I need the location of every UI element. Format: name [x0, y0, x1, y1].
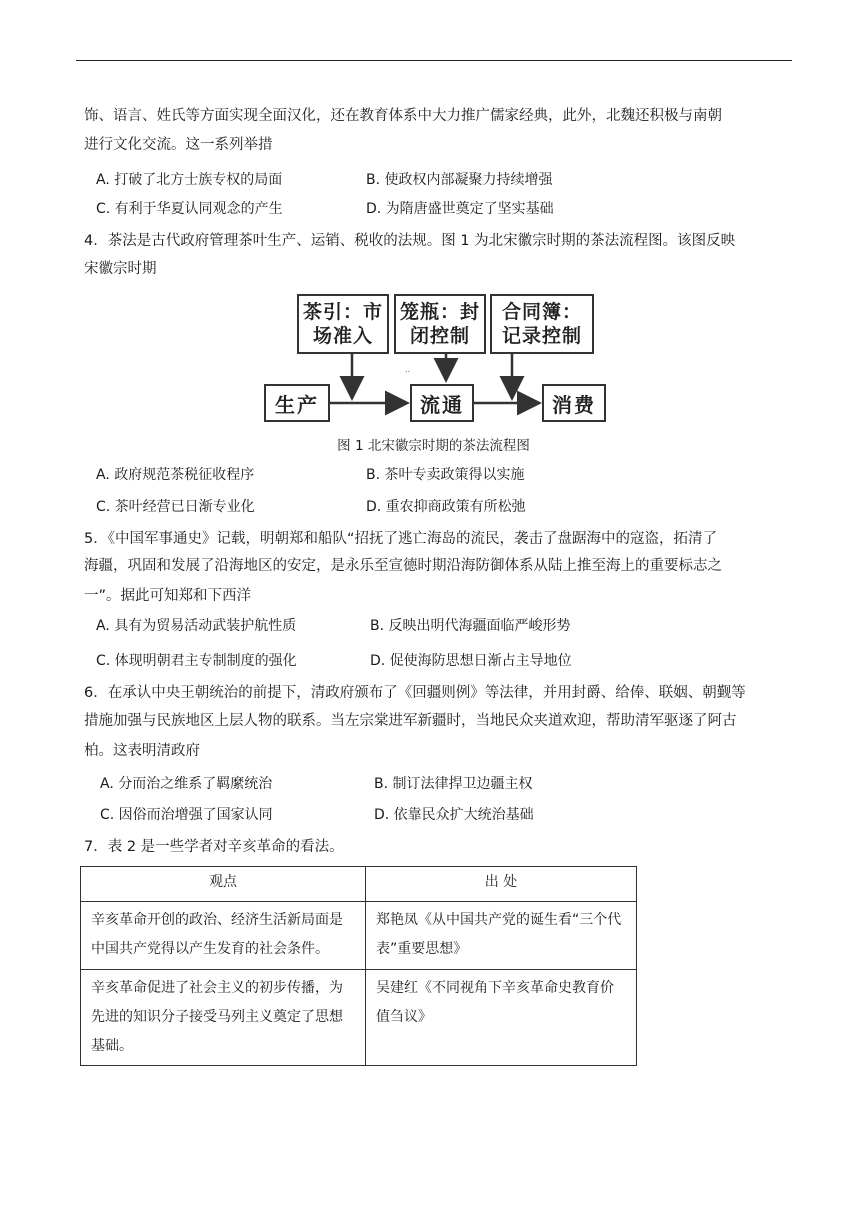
q3-option-c: C. 有利于华夏认同观念的产生	[96, 201, 283, 217]
tea-law-flowchart	[262, 292, 606, 420]
flow-box-contract-ledger-line2: 记录控制	[501, 325, 582, 347]
q6-option-a: A. 分而治之维系了羁縻统治	[100, 776, 273, 792]
flow-box-tea-permit	[297, 294, 389, 354]
flow-box-contract-ledger	[490, 294, 594, 354]
q4-stem-line1: 4．茶法是古代政府管理茶叶生产、运销、税收的法规。图 1 为北宋徽宗时期的茶法流程图。该图反映	[84, 233, 736, 249]
q4-option-c: C. 茶叶经营已日渐专业化	[96, 499, 255, 515]
q6-option-b: B. 制订法律捍卫边疆主权	[374, 776, 533, 792]
flow-box-contract-ledger-line1: 合同簿：	[501, 301, 582, 323]
flow-box-sealed-container-line1: 笼瓶：封	[399, 301, 480, 323]
q5-option-d: D. 促使海防思想日渐占主导地位	[370, 653, 572, 669]
q4-option-b: B. 茶叶专卖政策得以实施	[366, 467, 525, 483]
flow-box-tea-permit-line1: 茶引：市	[302, 301, 383, 323]
flow-box-tea-permit-line2: 场准入	[312, 325, 373, 347]
views-table	[80, 866, 637, 1066]
figure-caption: 图 1 北宋徽宗时期的茶法流程图	[337, 438, 530, 454]
q6-stem-line3: 柏。这表明清政府	[84, 743, 200, 759]
q3-text-line2: 进行文化交流。这一系列举措	[84, 137, 273, 153]
q5-option-a: A. 具有为贸易活动武装护航性质	[96, 618, 297, 634]
q3-option-a: A. 打破了北方士族专权的局面	[96, 172, 283, 188]
table-cell-view: 辛亥革命促进了社会主义的初步传播，为先进的知识分子接受马列主义奠定了思想基础。	[81, 970, 366, 1066]
table-row	[81, 902, 637, 970]
q6-stem-line2: 措施加强与民族地区上层人物的联系。当左宗棠进军新疆时，当地民众夹道欢迎，帮助清军驱逐了阿古	[84, 713, 737, 729]
table-cell-source: 郑艳凤《从中国共产党的诞生看“三个代表”重要思想》	[366, 902, 637, 970]
table-header-row	[81, 867, 637, 902]
q6-option-c: C. 因俗而治增强了国家认同	[100, 807, 273, 823]
q5-option-c: C. 体现明朝君主专制制度的强化	[96, 653, 297, 669]
q4-option-d: D. 重农抑商政策有所松弛	[366, 499, 526, 515]
q3-text-line1: 饰、语言、姓氏等方面实现全面汉化，还在教育体系中大力推广儒家经典，此外，北魏还积极与南朝	[84, 108, 722, 124]
q3-option-b: B. 使政权内部凝聚力持续增强	[366, 172, 553, 188]
table-row	[81, 970, 637, 1066]
q5-option-b: B. 反映出明代海疆面临严峻形势	[370, 618, 571, 634]
q5-stem-line1: 5．《中国军事通史》记载，明朝郑和船队“招抚了逃亡海岛的流民，袭击了盘踞海中的寇盗，拓清了	[84, 531, 717, 547]
flow-box-production: 生产	[264, 384, 330, 422]
flow-box-sealed-container	[394, 294, 486, 354]
table-header-source: 出 处	[366, 867, 637, 902]
flow-box-consumption: 消费	[542, 384, 606, 422]
q7-stem-line1: 7．表 2 是一些学者对辛亥革命的看法。	[84, 839, 344, 855]
q4-stem-line2: 宋徽宗时期	[84, 261, 157, 277]
table-cell-view: 辛亥革命开创的政治、经济生活新局面是中国共产党得以产生发育的社会条件。	[81, 902, 366, 970]
q6-option-d: D. 依靠民众扩大统治基础	[374, 807, 534, 823]
table-cell-source: 吴建红《不同视角下辛亥革命史教育价值刍议》	[366, 970, 637, 1066]
q4-option-a: A. 政府规范茶税征收程序	[96, 467, 255, 483]
flow-box-sealed-container-line2: 闭控制	[409, 325, 470, 347]
flow-box-circulation: 流通	[410, 384, 474, 422]
flowchart-dots: ..	[405, 365, 411, 374]
header-rule	[76, 60, 792, 61]
q5-stem-line2: 海疆，巩固和发展了沿海地区的安定，是永乐至宣德时期沿海防御体系从陆上推至海上的重要标志之	[84, 558, 722, 574]
q6-stem-line1: 6．在承认中央王朝统治的前提下，清政府颁布了《回疆则例》等法律，并用封爵、给俸、联姻、朝觐等	[84, 685, 746, 701]
table-header-view: 观点	[81, 867, 366, 902]
q5-stem-line3: 一”。据此可知郑和下西洋	[84, 588, 252, 604]
q3-option-d: D. 为隋唐盛世奠定了坚实基础	[366, 201, 554, 217]
